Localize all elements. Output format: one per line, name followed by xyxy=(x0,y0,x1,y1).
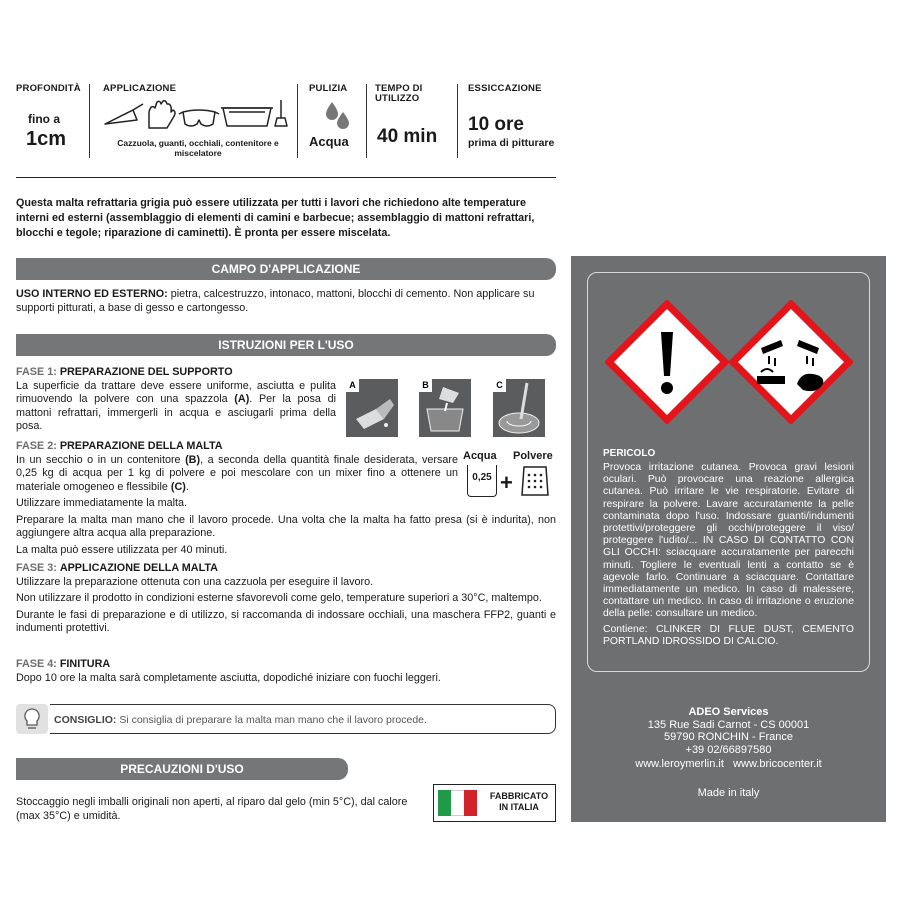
image-c-tag: C xyxy=(493,379,506,392)
essiccazione-title: ESSICCAZIONE xyxy=(468,83,542,94)
fase1-text-b: . Per la posa di mattoni refrattari, immergerli in acqua e asciugarli prima della posa. xyxy=(16,393,336,432)
made-in-italy-badge xyxy=(433,784,556,822)
flag-green xyxy=(438,790,451,816)
image-a-tag: A xyxy=(346,379,359,392)
fase2-p3: Preparare la malta man mano che il lavoro procede. Una volta che la malta ha fatto presa (si è indurita), non aggiungere altra acqua alla preparazione. xyxy=(16,513,556,539)
fase1-label: FASE 1: xyxy=(16,366,57,378)
tempo-title: TEMPO DI UTILIZZO xyxy=(375,83,423,104)
badge-line1: FABBRICATO xyxy=(489,791,549,801)
fase1-title: PREPARAZIONE DEL SUPPORTO xyxy=(59,366,233,378)
lightbulb-icon xyxy=(16,704,48,734)
image-b-tag: B xyxy=(419,379,432,392)
consiglio-tip xyxy=(16,704,556,734)
flag-red xyxy=(464,790,477,816)
campo-heading: CAMPO D'APPLICAZIONE xyxy=(16,258,556,280)
polvere-label: Polvere xyxy=(513,450,553,462)
campo-label: USO INTERNO ED ESTERNO: xyxy=(16,288,168,300)
fase1-block xyxy=(16,366,336,434)
hazard-title: PERICOLO xyxy=(603,448,656,459)
company-info xyxy=(571,706,886,799)
profondita-small: fino a xyxy=(28,112,60,126)
spec-divider xyxy=(89,84,90,158)
istruzioni-heading: ISTRUZIONI PER L'USO xyxy=(16,334,556,356)
water-drops-icon xyxy=(323,100,353,130)
fase4-block xyxy=(16,658,556,688)
fase3-p1: Utilizzare la preparazione ottenuta con una cazzuola per eseguire il lavoro. xyxy=(16,575,374,588)
consiglio-text: Si consiglia di preparare la malta man mano che il lavoro procede. xyxy=(116,714,427,726)
fase2-text-b: , a seconda della quantità finale desiderata, versare 0,25 kg di acqua per 1 kg di polvere e poi mescolare con un mixer fino a ottenere un materiale omogeneo e flessibile xyxy=(16,453,458,493)
goggles-icon xyxy=(179,110,219,126)
fase3-block xyxy=(16,562,556,639)
exclamation-mark-icon xyxy=(605,300,729,424)
pulizia-title: PULIZIA xyxy=(309,83,348,94)
fase2-text-c: . xyxy=(185,480,189,493)
company-address2: 59790 RONCHIN - France xyxy=(664,731,793,743)
campo-text xyxy=(16,288,556,315)
applicazione-title: APPLICAZIONE xyxy=(103,83,177,94)
plus-icon: + xyxy=(500,470,513,495)
badge-text xyxy=(484,791,554,813)
hazard-contains: Contiene: CLINKER DI FLUE DUST, CEMENTO PORTLAND IDROSSIDO DI CALCIO. xyxy=(603,623,854,647)
flag-white xyxy=(451,790,464,816)
powder-bag-icon xyxy=(520,463,550,497)
spec-pulizia xyxy=(309,84,363,162)
fase2-label: FASE 2: xyxy=(16,440,57,452)
fase1-text-a: La superficie da trattare deve essere uniforme, asciutta e pulita rimuovendo la polvere con una spazzola xyxy=(16,379,336,405)
badge-line2: IN ITALIA xyxy=(499,802,539,812)
hazard-text: Provoca irritazione cutanea. Provoca gravi lesioni oculari. Può provocare una reazione allergica cutanea. Può irritare le vie respiratorie. Evitare di respirare la polvere. Lavare accuratamente la pelle contaminata dopo l'uso. Indossare guanti/indumenti protettivi/proteggere gli occhi/proteggere il viso/ proteggere l'udito/... IN CASO DI CONTATTO CON GLI OCCHI: sciacquare accuratamente per parecchi minuti. Togliere le eventuali lenti a contatto se è agevole farlo. Continuare a sciacquare. Contattare immediatamente un medico. In caso di malessere, contattare un medico. In caso di irritazione o eruzione della pelle: consultare un medico. xyxy=(603,462,854,620)
spec-tempo xyxy=(375,84,455,162)
tempo-value: 40 min xyxy=(377,126,438,147)
spec-bottom-rule xyxy=(16,177,556,178)
company-web: www.leroymerlin.it www.bricocenter.it xyxy=(635,758,822,770)
company-address1: 135 Rue Sadi Carnot - CS 00001 xyxy=(647,718,810,731)
essiccazione-sub: prima di pitturare xyxy=(468,137,555,149)
acqua-beaker xyxy=(467,465,497,497)
corrosion-icon xyxy=(729,300,853,424)
spec-divider xyxy=(457,84,458,158)
fase2-p4: La malta può essere utilizzata per 40 minuti. xyxy=(16,543,228,556)
fase3-title: APPLICAZIONE DELLA MALTA xyxy=(59,562,218,574)
company-name: ADEO Services xyxy=(688,706,769,718)
spec-essiccazione xyxy=(468,84,558,162)
profondita-value: 1cm xyxy=(26,128,67,150)
fase2-text-a: In un secchio o in un contenitore xyxy=(16,453,186,466)
fase4-label: FASE 4: xyxy=(16,658,57,670)
fase2-ref-c: (C) xyxy=(170,480,186,493)
precauzioni-heading: PRECAUZIONI D'USO xyxy=(16,758,348,780)
spec-strip xyxy=(16,84,556,174)
spec-applicazione xyxy=(103,84,293,162)
essiccazione-value: 10 ore xyxy=(468,114,524,135)
campo-body: pietra, calcestruzzo, intonaco, mattoni, blocchi di cemento. Non applicare su supporti pitturati, a base di gesso e cartongesso. xyxy=(16,288,535,314)
image-c-mixer xyxy=(493,379,545,437)
company-made: Made in italy xyxy=(697,786,760,799)
fase2-ref-b: (B) xyxy=(185,453,201,466)
fase3-p2: Non utilizzare il prodotto in condizioni esterne sfavorevoli come gelo, temperature superiori a 30°C, maltempo. xyxy=(16,592,542,604)
image-b-container xyxy=(419,379,471,437)
image-a-brush xyxy=(346,379,398,437)
spec-divider xyxy=(366,84,367,158)
acqua-label: Acqua xyxy=(463,450,497,462)
company-phone: +39 02/66897580 xyxy=(685,743,772,756)
spec-divider xyxy=(297,84,298,158)
fase2-text xyxy=(16,454,458,495)
intro-text: Questa malta refrattaria grigia può essere utilizzata per tutti i lavori che richiedono alte temperature interni ed esterni (assemblaggio di elementi di camini e barbecue; assemblaggio di mattoni refrattari, blocchi e tegole; riparazione di caminetti). È pronta per essere miscelata. xyxy=(16,197,535,239)
hazard-text-block xyxy=(603,462,854,648)
consiglio-label: CONSIGLIO: xyxy=(54,714,117,726)
profondita-title: PROFONDITÀ xyxy=(16,83,81,94)
pulizia-value: Acqua xyxy=(309,134,349,149)
trowel-icon xyxy=(105,104,143,124)
container-icon xyxy=(221,108,273,126)
applicazione-caption: Cazzuola, guanti, occhiali, contenitore e miscelatore xyxy=(117,138,279,158)
fase2-title: PREPARAZIONE DELLA MALTA xyxy=(59,440,223,452)
fase1-ref: (A) xyxy=(234,393,250,405)
mixer-icon xyxy=(275,100,287,126)
fase2-p2: Utilizzare immediatamente la malta. xyxy=(16,497,188,509)
spec-profondita xyxy=(16,84,84,162)
gloves-icon xyxy=(149,101,175,128)
fase3-p3: Durante le fasi di preparazione e di utilizzo, si raccomanda di indossare occhiali, una maschera FFP2, guanti e indumenti protettivi. xyxy=(16,608,556,634)
fase4-title: FINITURA xyxy=(59,658,111,670)
fase4-p1: Dopo 10 ore la malta sarà completamente asciutta, dopodiché iniziare con fuochi leggeri. xyxy=(16,671,441,684)
consiglio-box xyxy=(50,704,556,734)
precauzioni-text: Stoccaggio negli imballi originali non aperti, al riparo dal gelo (min 5°C), dal calore (max 35°C) e umidità. xyxy=(16,796,408,822)
acqua-value: 0,25 xyxy=(472,472,492,483)
fase1-text xyxy=(16,380,336,434)
fase3-label: FASE 3: xyxy=(16,562,57,574)
tools-icons xyxy=(103,98,289,134)
